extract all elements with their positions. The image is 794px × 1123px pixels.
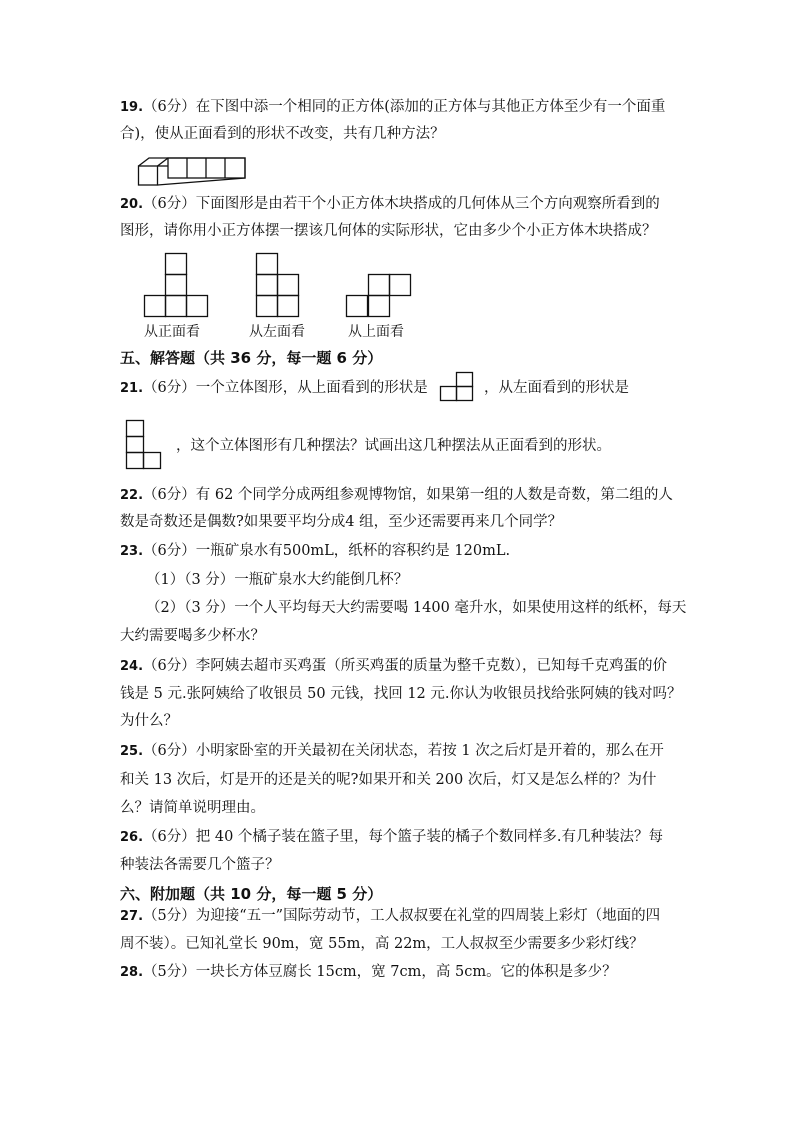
q22-line-2: 数是奇数还是偶数?如果要平均分成4 组，至少还需要再来几个同学？ (120, 514, 563, 530)
q21-line-1-cont: ，从左面看到的形状是 (484, 380, 629, 396)
section-5-heading: 五、解答题（共 36 分，每一题 6 分） (120, 349, 383, 367)
q23-sub-2: （2）（3 分）一个人平均每天大约需要喝 1400 毫升水，如果使用这样的纸杯，每天 (146, 600, 687, 616)
q26-line-2: 种装法各需要几个篮子？ (120, 857, 280, 873)
q24-line-3: 为什么？ (120, 713, 178, 729)
section-6-heading: 六、附加题（共 10 分，每一题 5 分） (120, 885, 383, 903)
q27-line-2: 周不装）。已知礼堂长 90m，宽 55m，高 22m，工人叔叔至少需要多少彩灯线？ (120, 936, 644, 952)
q23-sub-2-cont: 大约需要喝多少杯水？ (120, 628, 265, 644)
q21-number: 21. (120, 381, 144, 396)
q24-line-1: 24.（6分）李阿姨去超市买鸡蛋（所买鸡蛋的质量为整千克数），已知每千克鸡蛋的价 (120, 658, 668, 674)
q20-left-view-caption: 从左面看 (249, 324, 305, 340)
q20-front-view-caption: 从正面看 (144, 324, 200, 340)
q24-number: 24. (120, 659, 144, 674)
q27-line-1: 27.（5分）为迎接“五一”国际劳动节，工人叔叔要在礼堂的四周装上彩灯（地面的四 (120, 908, 661, 924)
q27-number: 27. (120, 909, 144, 924)
q20-line-1: 20.（6分）下面图形是由若干个小正方体木块搭成的几何体从三个方向观察所看到的 (120, 196, 660, 212)
q25-line-3: 么？请简单说明理由。 (120, 800, 265, 816)
q25-line-2: 和关 13 次后，灯是开的还是关的呢?如果开和关 200 次后，灯又是怎么样的？为什 (120, 772, 657, 788)
q25-line-1: 25.（6分）小明家卧室的开关最初在关闭状态，若按 1 次之后灯是开着的，那么在开 (120, 743, 664, 759)
q24-line-2: 钱是 5 元.张阿姨给了收银员 50 元钱，找回 12 元.你认为收银员找给张阿姨的钱对吗？ (120, 686, 682, 702)
q21-line-2: ，这个立体图形有几种摆法？试画出这几种摆法从正面看到的形状。 (176, 438, 611, 454)
q19-cube-row-figure (138, 154, 248, 186)
q26-line-1: 26.（6分）把 40 个橘子装在篮子里，每个篮子装的橘子个数同样多.有几种装法？每 (120, 829, 664, 845)
q23-number: 23. (120, 544, 144, 559)
q20-front-view-figure (144, 253, 210, 319)
q22-line-1: 22.（6分）有 62 个同学分成两组参观博物馆，如果第一组的人数是奇数，第二组的人 (120, 487, 673, 503)
q28-line-1: 28.（5分）一块长方体豆腐长 15cm，宽 7cm，高 5cm。它的体积是多少？ (120, 964, 617, 980)
q21-left-view-figure (126, 420, 164, 470)
q19-line-1: 19.（6分）在下图中添一个相同的正方体(添加的正方体与其他正方体至少有一个面重 (120, 99, 666, 115)
q20-top-view-caption: 从上面看 (348, 324, 404, 340)
q22-number: 22. (120, 488, 144, 503)
q19-number: 19. (120, 100, 144, 115)
q21-top-view-figure (440, 372, 474, 402)
q28-number: 28. (120, 965, 144, 980)
q21-line-1: 21.（6分）一个立体图形，从上面看到的形状是 (120, 380, 428, 396)
q20-left-view-figure (256, 253, 302, 319)
q23-line-1: 23.（6分）一瓶矿泉水有500mL，纸杯的容积约是 120mL. (120, 543, 511, 559)
q25-number: 25. (120, 744, 144, 759)
q26-number: 26. (120, 830, 144, 845)
q23-sub-1: （1）（3 分）一瓶矿泉水大约能倒几杯？ (146, 572, 409, 588)
q19-line-2: 合)，使从正面看到的形状不改变，共有几种方法？ (120, 126, 445, 142)
q20-line-2: 图形，请你用小正方体摆一摆该几何体的实际形状，它由多少个小正方体木块搭成？ (120, 223, 657, 239)
q20-number: 20. (120, 197, 144, 212)
q20-top-view-figure (346, 274, 414, 320)
